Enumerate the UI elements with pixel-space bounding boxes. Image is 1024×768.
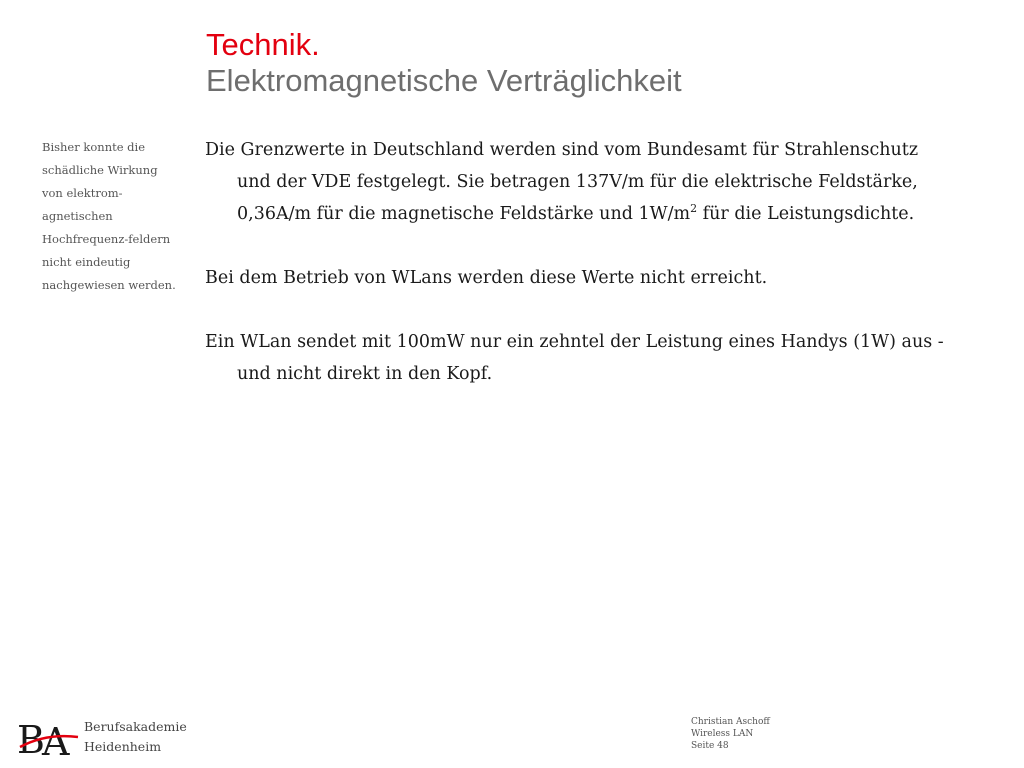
svg-text:A: A xyxy=(42,720,70,759)
paragraph-line: Bei dem Betrieb von WLans werden diese Werte nicht erreicht. xyxy=(205,268,768,288)
logo-line: Heidenheim xyxy=(84,739,162,754)
ba-logo xyxy=(16,717,196,761)
slide-title xyxy=(206,27,682,99)
paragraph-text: für die Leistungsdichte. xyxy=(697,204,915,224)
footer-page-number: Seite 48 xyxy=(691,741,729,751)
logo-line: Berufsakademie xyxy=(84,719,187,734)
paragraph-wlan-power xyxy=(205,326,1005,390)
paragraph-line xyxy=(205,198,1005,230)
paragraph-line: und der VDE festgelegt. Sie betragen 137V/m für die elektrische Feldstärke, xyxy=(237,172,918,192)
paragraph-wlan-operation xyxy=(205,262,1005,294)
sidebar-note xyxy=(42,136,192,297)
sidebar-note-line: schädliche Wirkung xyxy=(42,163,158,177)
paragraph-line: und nicht direkt in den Kopf. xyxy=(237,364,493,384)
logo-text xyxy=(84,717,187,757)
paragraph-line: Ein WLan sendet mit 100mW nur ein zehntel der Leistung eines Handys (1W) aus - xyxy=(205,332,944,352)
body-text xyxy=(205,134,1005,422)
paragraph-limits xyxy=(205,134,1005,230)
footer-topic: Wireless LAN xyxy=(691,729,754,739)
sidebar-note-line: Bisher konnte die xyxy=(42,140,146,154)
paragraph-line: Die Grenzwerte in Deutschland werden sind vom Bundesamt für Strahlenschutz xyxy=(205,140,919,160)
footer-meta xyxy=(691,716,770,752)
superscript: 2 xyxy=(690,202,698,215)
title-main: Technik. xyxy=(206,27,320,62)
ba-logo-icon xyxy=(16,717,80,759)
sidebar-note-line: Hochfrequenz-feldern xyxy=(42,232,171,246)
title-subtitle: Elektromagnetische Verträglichkeit xyxy=(206,63,682,98)
svg-text:B: B xyxy=(17,718,45,759)
sidebar-note-line: nachgewiesen werden. xyxy=(42,278,176,292)
sidebar-note-line: nicht eindeutig xyxy=(42,255,131,269)
paragraph-text: 0,36A/m für die magnetische Feldstärke und 1W/m xyxy=(237,204,691,224)
sidebar-note-line: agnetischen xyxy=(42,209,113,223)
sidebar-note-line: von elektrom- xyxy=(42,186,123,200)
footer-author: Christian Aschoff xyxy=(691,717,770,727)
